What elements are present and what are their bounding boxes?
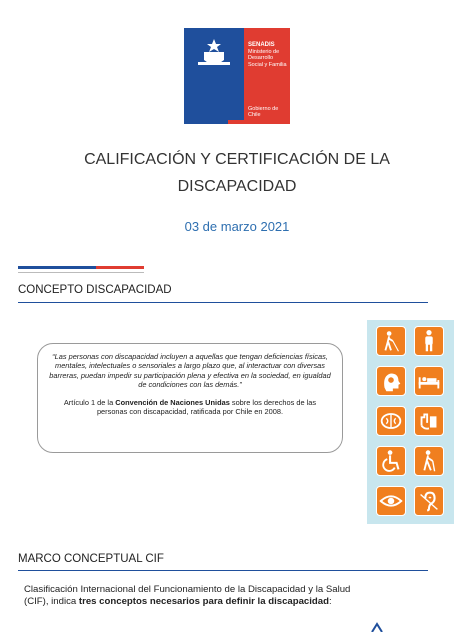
cif-text-bold: tres conceptos necesarios para definir la discapacidad	[78, 595, 329, 607]
walking-cane-icon	[414, 446, 444, 476]
disability-icons-panel	[367, 320, 454, 524]
hearing-icon	[414, 486, 444, 516]
definition-reference	[48, 398, 332, 417]
definition-quote: “Las personas con discapacidad incluyen a aquellas que tengan deficiencias físicas, mentales, intelectuales o sensoriales a largo plazo que, al interactuar con diversas barreras, puedan impedir su participación plena y efectiva en la sociedad, en igualdad de condiciones con las demás.”	[49, 352, 331, 389]
section-underline-2	[18, 570, 428, 571]
logo-government: Gobierno de Chile	[248, 106, 279, 118]
separator-red	[96, 266, 144, 269]
logo-bar-blue	[184, 120, 228, 124]
reference-pre: Artículo 1 de la	[63, 398, 116, 408]
sign-language-icon	[414, 406, 444, 436]
separator-blue	[18, 266, 96, 269]
presentation-date: 03 de marzo 2021	[184, 219, 290, 234]
wheelchair-icon	[376, 446, 406, 476]
reference-post: sobre los derechos de las personas con discapacidad, ratificada por Chile en 2008.	[96, 398, 317, 417]
hospital-bed-icon	[414, 366, 444, 396]
blind-person-icon	[376, 326, 406, 356]
logo-ministry: Ministerio de Desarrollo Social y Familia	[248, 48, 287, 68]
cif-text-pre: Clasificación Internacional del Funcionamiento de la Discapacidad y la Salud (CIF), indica	[24, 584, 351, 607]
head-cognitive-icon	[376, 366, 406, 396]
reference-bold: Convención de Naciones Unidas	[115, 398, 230, 408]
definition-box	[37, 343, 343, 453]
elderly-person-icon	[414, 326, 444, 356]
cif-text-post: :	[329, 595, 332, 607]
logo-bar-red	[228, 120, 290, 124]
title-line-2: DISCAPACIDAD	[177, 178, 297, 195]
title-line-1: CALIFICACIÓN Y CERTIFICACIÓN DE LA	[84, 151, 390, 168]
section-title-marco: MARCO CONCEPTUAL CIF	[18, 553, 164, 565]
coat-of-arms-icon	[192, 38, 236, 68]
decorative-corner-icon	[370, 622, 384, 632]
cif-description	[24, 584, 354, 607]
section-underline	[18, 302, 428, 303]
gobierno-chile-logo	[184, 28, 290, 124]
separator-thin	[18, 272, 144, 273]
section-title-concepto: CONCEPTO DISCAPACIDAD	[18, 284, 172, 296]
logo-agency: SENADIS	[248, 42, 275, 48]
eye-icon	[376, 486, 406, 516]
logo-text	[248, 42, 288, 68]
page-title	[40, 146, 434, 200]
brain-icon	[376, 406, 406, 436]
